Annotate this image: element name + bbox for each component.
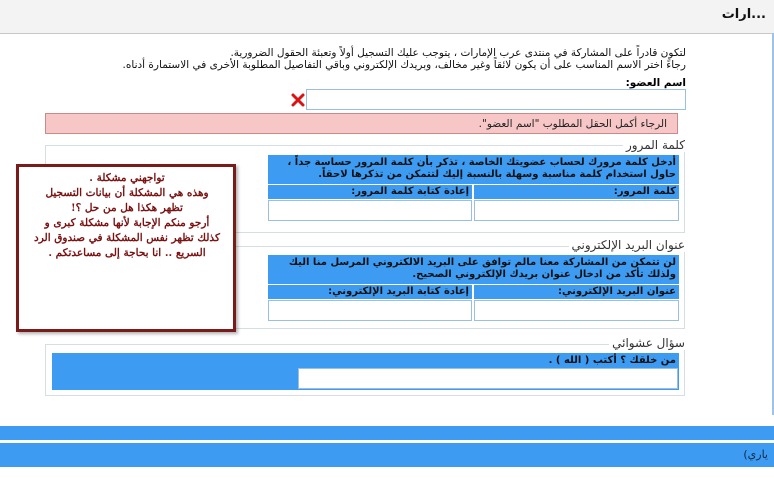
username-error-box [45,113,678,134]
username-label: اسم العضو: [625,77,686,89]
section-header-bar [0,443,774,467]
email-confirm-label-box [268,285,472,299]
annotation-popup [16,164,236,332]
random-question-legend: سؤال عشوائي [609,336,688,350]
password-field-label-box [474,185,679,199]
email-legend: عنوان البريد الإلكتروني [569,238,688,252]
annotation-line-3: تظهر هكذا هل من حل ؟! [71,202,183,214]
intro-line-2: رجاءً اختر الاسم المناسب على أن يكون لائقاً وغير مخالف، وبريدك الإلكتروني وباقي التفاصيل المطلوبة الأخرى في الاستمارة أدناه. [122,59,686,71]
annotation-line-4: أرجو منكم الإجابة لأنها مشكلة كبرى و [44,217,210,229]
password-confirm-label: إعادة كتابة كلمة المرور: [351,186,469,197]
error-x-icon [290,92,306,108]
password-confirm-label-box [268,185,472,199]
email-note-line-2: ولذلك تأكد من ادخال عنوان بريدك الإلكتروني الصحيح. [412,269,676,280]
password-note-line-1: أدخل كلمة مرورك لحساب عضويتك الخاصة ، تذكر بأن كلمة المرور حساسة جداً ، [287,157,676,168]
username-input[interactable] [306,89,686,110]
panel-header [0,0,774,34]
annotation-line-6: السريع .. انا بحاجة إلى مساعدتكم . [48,247,206,259]
password-legend: كلمة المرور [623,138,688,152]
password-note-box [268,155,679,184]
annotation-line-2: وهذه هي المشكلة أن بيانات التسجيل [45,187,209,199]
random-question-text: من خلقك ؟ أكتب ( الله ) . [548,355,676,366]
intro-line-1: لتكون قادراً على المشاركة في منتدى عرب الإمارات ، يتوجب عليك التسجيل أولاً وتعبئة الحقول الضرورية. [230,47,686,59]
password-label: كلمة المرور: [613,186,676,197]
email-note-box [268,255,679,284]
footer-bar [0,426,774,440]
password-confirm-input[interactable] [268,200,472,221]
annotation-text [23,171,231,261]
annotation-line-1: تواجهني مشكلة . [89,172,165,184]
email-input[interactable] [474,300,679,321]
random-question-answer-input[interactable] [298,368,678,389]
section-header-text: ياري) [743,448,768,461]
username-error-text: الرجاء أكمل الحقل المطلوب "اسم العضو". [478,118,667,130]
panel-title: ...ارات [721,7,766,22]
email-field-label-box [474,285,679,299]
annotation-line-5: كذلك تظهر نفس المشكلة في صندوق الرد [34,232,220,244]
password-input[interactable] [474,200,679,221]
email-confirm-input[interactable] [268,300,472,321]
email-confirm-label: إعادة كتابة البريد الإلكتروني: [328,286,469,297]
email-label: عنوان البريد الإلكتروني: [558,286,676,297]
email-note-line-1: لن تتمكن من المشاركة معنا مالم توافق على البريد الالكتروني المرسل منا اليك [288,257,676,268]
password-note-line-2: حاول استخدام كلمة مناسبة وسهلة بالنسبة إليك لتتمكن من تذكرها لاحقاً. [318,169,676,180]
